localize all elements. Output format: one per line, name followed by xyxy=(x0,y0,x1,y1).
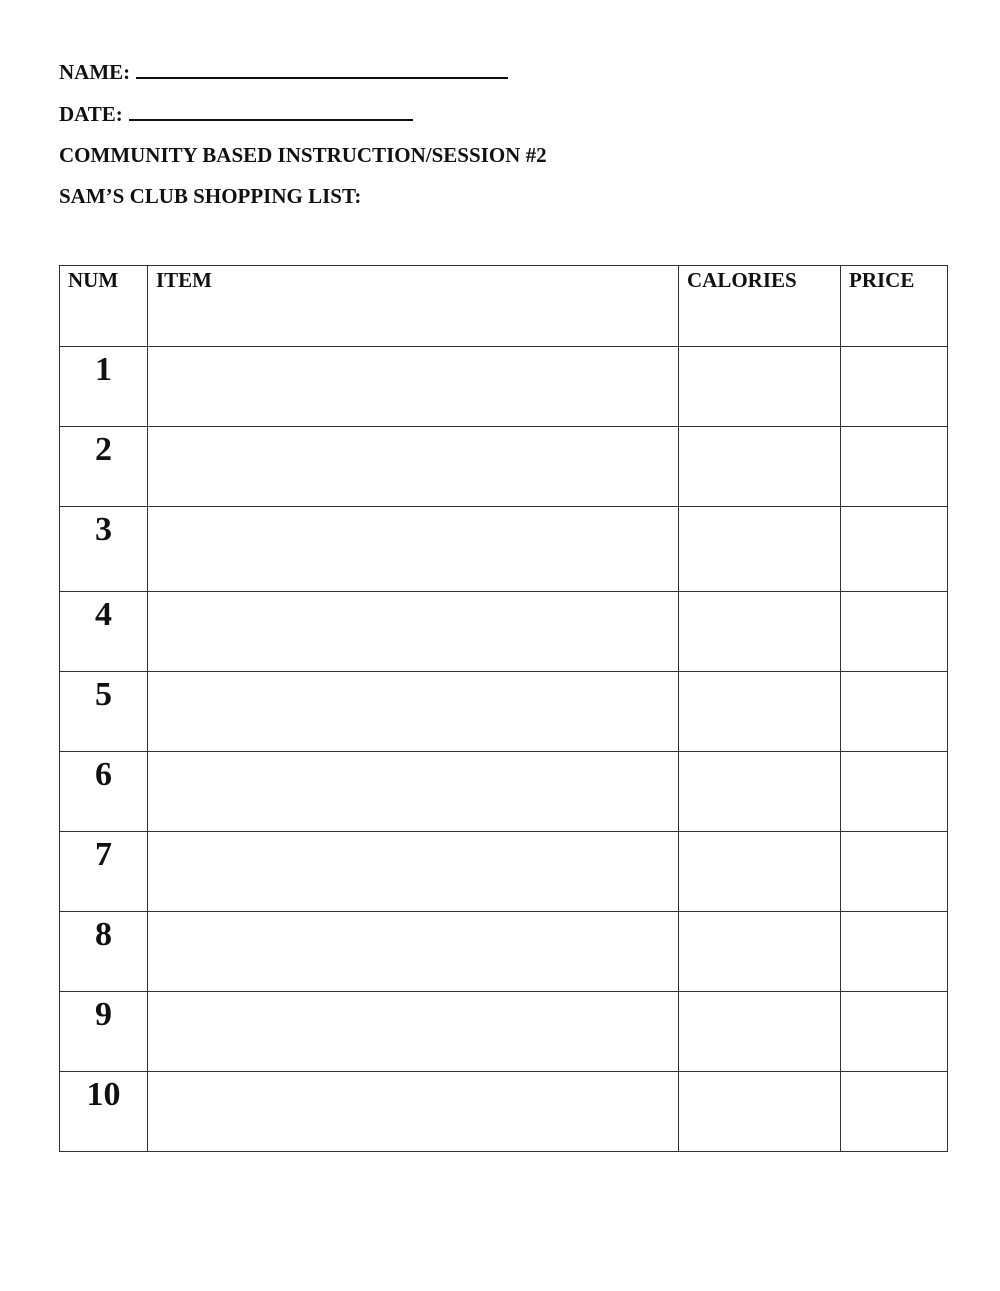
item-cell[interactable] xyxy=(148,1072,679,1152)
calories-cell[interactable] xyxy=(679,832,841,912)
table-row xyxy=(60,752,948,832)
name-blank-line[interactable] xyxy=(136,59,508,79)
column-header-price: PRICE xyxy=(841,266,948,347)
calories-cell[interactable] xyxy=(679,992,841,1072)
calories-cell[interactable] xyxy=(679,347,841,427)
calories-cell[interactable] xyxy=(679,912,841,992)
date-row xyxy=(59,101,413,127)
price-cell[interactable] xyxy=(841,427,948,507)
calories-cell[interactable] xyxy=(679,592,841,672)
list-title: SAM’S CLUB SHOPPING LIST: xyxy=(59,184,362,208)
column-header-item: ITEM xyxy=(148,266,679,347)
item-cell[interactable] xyxy=(148,507,679,592)
date-blank-line[interactable] xyxy=(129,101,413,121)
row-number: 3 xyxy=(60,507,148,592)
column-header-calories: CALORIES xyxy=(679,266,841,347)
item-cell[interactable] xyxy=(148,592,679,672)
table-row xyxy=(60,912,948,992)
table-row xyxy=(60,832,948,912)
calories-cell[interactable] xyxy=(679,1072,841,1152)
price-cell[interactable] xyxy=(841,672,948,752)
calories-cell[interactable] xyxy=(679,507,841,592)
price-cell[interactable] xyxy=(841,1072,948,1152)
row-number: 5 xyxy=(60,672,148,752)
item-cell[interactable] xyxy=(148,752,679,832)
calories-cell[interactable] xyxy=(679,752,841,832)
item-cell[interactable] xyxy=(148,832,679,912)
row-number: 2 xyxy=(60,427,148,507)
price-cell[interactable] xyxy=(841,347,948,427)
item-cell[interactable] xyxy=(148,992,679,1072)
item-cell[interactable] xyxy=(148,347,679,427)
calories-cell[interactable] xyxy=(679,427,841,507)
row-number: 10 xyxy=(60,1072,148,1152)
row-number: 4 xyxy=(60,592,148,672)
row-number: 8 xyxy=(60,912,148,992)
price-cell[interactable] xyxy=(841,592,948,672)
row-number: 6 xyxy=(60,752,148,832)
table-row xyxy=(60,427,948,507)
table-row xyxy=(60,347,948,427)
table-row xyxy=(60,672,948,752)
calories-cell[interactable] xyxy=(679,672,841,752)
item-cell[interactable] xyxy=(148,672,679,752)
price-cell[interactable] xyxy=(841,752,948,832)
table-row xyxy=(60,1072,948,1152)
name-label: NAME: xyxy=(59,60,131,84)
item-cell[interactable] xyxy=(148,427,679,507)
price-cell[interactable] xyxy=(841,992,948,1072)
name-row xyxy=(59,59,508,85)
price-cell[interactable] xyxy=(841,507,948,592)
row-number: 1 xyxy=(60,347,148,427)
price-cell[interactable] xyxy=(841,832,948,912)
date-label: DATE: xyxy=(59,102,123,126)
row-number: 7 xyxy=(60,832,148,912)
table-row xyxy=(60,992,948,1072)
table-header-row xyxy=(60,266,948,347)
table-row xyxy=(60,507,948,592)
column-header-num: NUM xyxy=(60,266,148,347)
table-row xyxy=(60,592,948,672)
row-number: 9 xyxy=(60,992,148,1072)
session-title: COMMUNITY BASED INSTRUCTION/SESSION #2 xyxy=(59,143,547,167)
price-cell[interactable] xyxy=(841,912,948,992)
shopping-list-table xyxy=(59,265,948,1152)
item-cell[interactable] xyxy=(148,912,679,992)
